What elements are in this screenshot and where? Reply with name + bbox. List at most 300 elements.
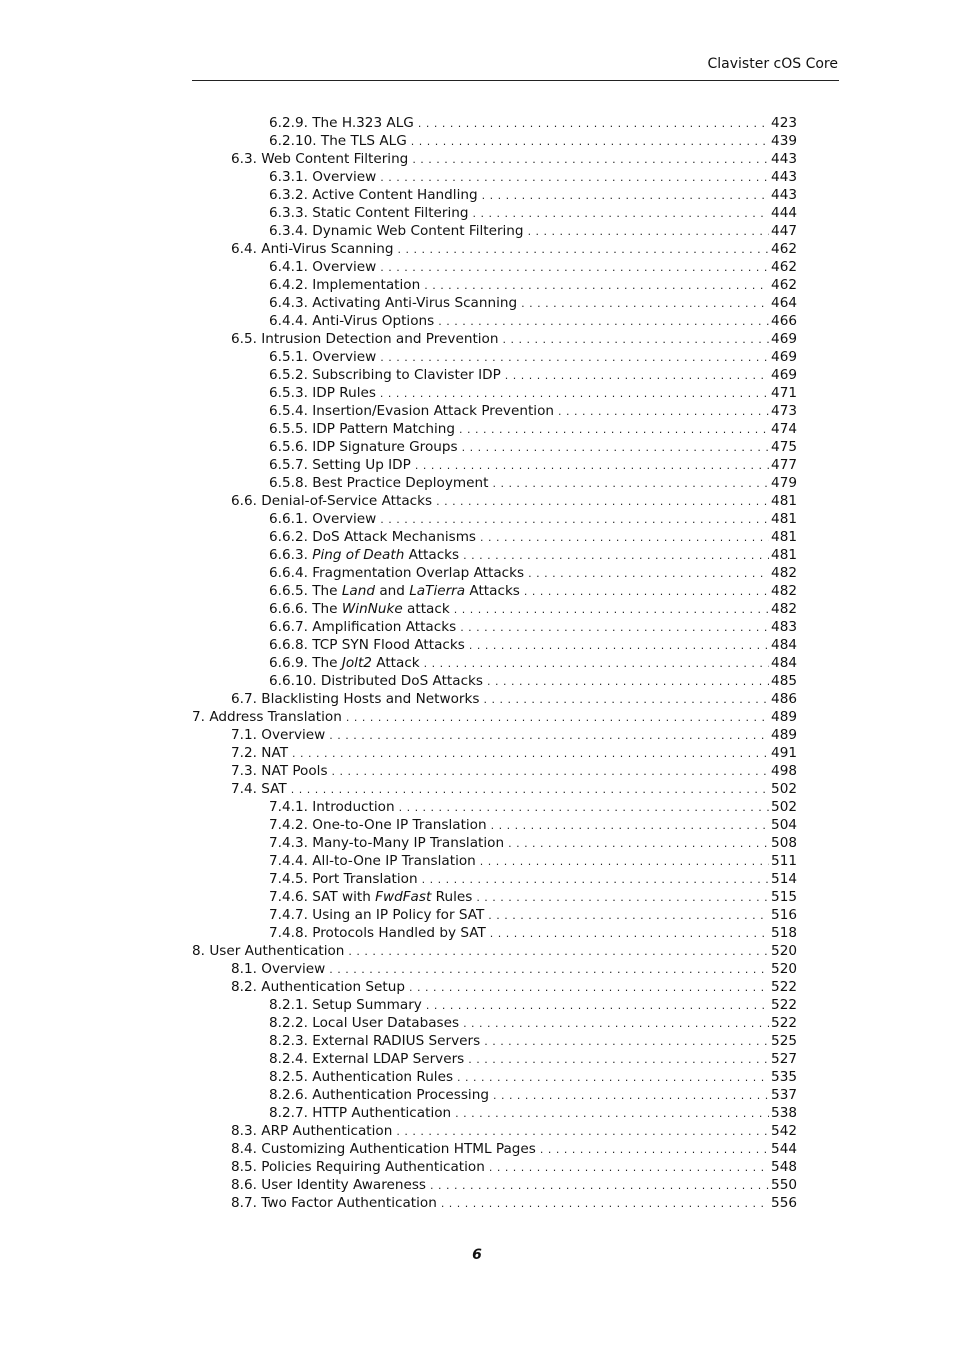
toc-dot-leader: [505, 367, 769, 385]
toc-dot-leader: [480, 529, 769, 547]
toc-dot-leader: [380, 349, 769, 367]
toc-entry-text: Web Content Filtering: [261, 151, 409, 167]
toc-dot-leader: [528, 223, 769, 241]
toc-entry-page: 479: [771, 475, 797, 491]
toc-entry-page: 508: [771, 835, 797, 851]
toc-entry-text: Attack: [371, 655, 420, 671]
table-of-contents: [0, 114, 954, 1212]
toc-entry-text: Static Content Filtering: [312, 205, 469, 221]
toc-entry-page: 471: [771, 385, 797, 401]
toc-entry-title: [269, 1104, 455, 1122]
toc-entry-number: 8.2.6.: [269, 1087, 308, 1103]
toc-entry[interactable]: [0, 510, 954, 528]
toc-dot-leader: [396, 1123, 769, 1141]
toc-dot-leader: [380, 511, 769, 529]
toc-entry-title: [269, 582, 524, 600]
toc-entry-number: 6.6.: [231, 493, 257, 509]
toc-entry[interactable]: [0, 600, 954, 618]
toc-entry-text: Authentication Rules: [312, 1069, 454, 1085]
toc-entry-page: 484: [771, 637, 797, 653]
toc-entry-title: [269, 654, 424, 672]
toc-entry[interactable]: [0, 132, 954, 150]
toc-entry-text: Authentication Setup: [261, 979, 405, 995]
toc-entry-page: 489: [771, 709, 797, 725]
toc-dot-leader: [332, 763, 769, 781]
toc-entry-page: 469: [771, 349, 797, 365]
toc-entry[interactable]: [0, 474, 954, 492]
toc-entry-text: Active Content Handling: [312, 187, 478, 203]
toc-entry-title: [231, 150, 412, 168]
toc-entry-text: User Identity Awareness: [261, 1177, 426, 1193]
toc-entry[interactable]: [0, 978, 954, 996]
toc-entry-text: ARP Authentication: [261, 1123, 393, 1139]
toc-entry-page: 520: [771, 943, 797, 959]
toc-entry-title: [231, 978, 409, 996]
toc-entry-page: 443: [771, 187, 797, 203]
toc-entry-title: [231, 780, 291, 798]
toc-dot-leader: [469, 637, 769, 655]
toc-entry-title: [231, 960, 329, 978]
toc-entry[interactable]: [0, 240, 954, 258]
toc-entry[interactable]: [0, 456, 954, 474]
toc-entry-page: 462: [771, 241, 797, 257]
toc-entry[interactable]: [0, 564, 954, 582]
toc-entry-page: 481: [771, 511, 797, 527]
toc-entry-text: Overview: [261, 727, 326, 743]
toc-dot-leader: [348, 943, 769, 961]
toc-entry-page: 556: [771, 1195, 797, 1211]
toc-entry[interactable]: [0, 150, 954, 168]
toc-dot-leader: [488, 907, 769, 925]
toc-entry[interactable]: [0, 1194, 954, 1212]
toc-entry-title: [231, 744, 292, 762]
running-header-title: Clavister cOS Core: [707, 56, 838, 72]
toc-entry-number: 6.7.: [231, 691, 257, 707]
toc-entry-page: 504: [771, 817, 797, 833]
toc-entry-text: Fragmentation Overlap Attacks: [312, 565, 525, 581]
toc-entry[interactable]: [0, 906, 954, 924]
toc-entry-page: 462: [771, 277, 797, 293]
toc-entry-number: 6.3.2.: [269, 187, 308, 203]
toc-entry-page: 481: [771, 493, 797, 509]
toc-entry[interactable]: [0, 1014, 954, 1032]
toc-entry-title: [231, 762, 332, 780]
toc-entry[interactable]: [0, 258, 954, 276]
toc-entry-page: 483: [771, 619, 797, 635]
toc-dot-leader: [430, 1177, 769, 1195]
toc-entry[interactable]: [0, 276, 954, 294]
toc-entry-text: Protocols Handled by SAT: [312, 925, 486, 941]
toc-dot-leader: [380, 169, 769, 187]
toc-entry-number: 6.4.4.: [269, 313, 308, 329]
toc-entry-text: The: [312, 583, 342, 599]
toc-entry[interactable]: [0, 222, 954, 240]
toc-entry[interactable]: [0, 1140, 954, 1158]
toc-entry-number: 8.4.: [231, 1141, 257, 1157]
toc-entry-number: 6.4.: [231, 241, 257, 257]
toc-entry-number: 6.5.7.: [269, 457, 308, 473]
toc-entry-title: [269, 1068, 457, 1086]
toc-dot-leader: [558, 403, 769, 421]
toc-entry-title: [269, 132, 411, 150]
toc-dot-leader: [329, 961, 769, 979]
toc-dot-leader: [483, 691, 769, 709]
toc-entry-page: 538: [771, 1105, 797, 1121]
toc-entry-text: Activating Anti-Virus Scanning: [312, 295, 518, 311]
toc-entry-text: IDP Signature Groups: [312, 439, 458, 455]
toc-entry-text: Port Translation: [312, 871, 418, 887]
toc-entry-number: 7.3.: [231, 763, 257, 779]
toc-entry-title: [231, 240, 397, 258]
toc-entry-number: 7.4.4.: [269, 853, 308, 869]
toc-dot-leader: [473, 205, 769, 223]
toc-entry[interactable]: [0, 798, 954, 816]
toc-entry-title: [269, 852, 480, 870]
toc-entry-text: Best Practice Deployment: [312, 475, 489, 491]
toc-entry-text: Two Factor Authentication: [261, 1195, 437, 1211]
toc-entry-title: [231, 492, 436, 510]
toc-dot-leader: [291, 781, 769, 799]
toc-entry[interactable]: [0, 816, 954, 834]
toc-dot-leader: [426, 997, 769, 1015]
toc-entry-text: IDP Pattern Matching: [312, 421, 455, 437]
toc-dot-leader: [454, 601, 769, 619]
toc-entry-page: 515: [771, 889, 797, 905]
toc-entry-title: [269, 186, 482, 204]
toc-entry-page: 464: [771, 295, 797, 311]
toc-entry-number: 6.5.8.: [269, 475, 308, 491]
toc-entry-text: Overview: [312, 169, 377, 185]
toc-entry-page: 469: [771, 331, 797, 347]
toc-entry-title: [269, 294, 521, 312]
toc-entry-text: SAT: [261, 781, 287, 797]
toc-entry-title: [192, 708, 346, 726]
toc-entry[interactable]: [0, 1068, 954, 1086]
toc-entry-page: 485: [771, 673, 797, 689]
toc-entry-page: 522: [771, 1015, 797, 1031]
toc-entry-number: 6.5.6.: [269, 439, 308, 455]
toc-entry-page: 502: [771, 781, 797, 797]
toc-dot-leader: [492, 475, 769, 493]
toc-entry-italic-text: Jolt2: [341, 655, 372, 671]
toc-entry-number: 6.6.10.: [269, 673, 317, 689]
toc-dot-leader: [424, 655, 769, 673]
toc-entry-title: [269, 888, 476, 906]
toc-entry-text: Overview: [312, 259, 377, 275]
toc-entry-title: [269, 564, 528, 582]
toc-entry-text: Policies Requiring Authentication: [261, 1159, 485, 1175]
toc-entry-number: 6.6.3.: [269, 547, 308, 563]
toc-entry-text: The: [312, 601, 342, 617]
toc-entry[interactable]: [0, 744, 954, 762]
toc-entry[interactable]: [0, 924, 954, 942]
toc-entry-number: 8.2.3.: [269, 1033, 308, 1049]
toc-entry[interactable]: [0, 762, 954, 780]
toc-entry[interactable]: [0, 312, 954, 330]
toc-entry[interactable]: [0, 636, 954, 654]
toc-entry-number: 6.4.3.: [269, 295, 308, 311]
toc-entry-text: Subscribing to Clavister IDP: [312, 367, 501, 383]
toc-entry[interactable]: [0, 942, 954, 960]
toc-entry[interactable]: [0, 708, 954, 726]
toc-entry-page: 537: [771, 1087, 797, 1103]
toc-dot-leader: [487, 673, 769, 691]
toc-entry[interactable]: [0, 780, 954, 798]
toc-entry[interactable]: [0, 888, 954, 906]
toc-entry-page: 514: [771, 871, 797, 887]
toc-entry-text: Attacks: [404, 547, 460, 563]
toc-entry-text: User Authentication: [209, 943, 345, 959]
toc-entry-page: 527: [771, 1051, 797, 1067]
toc-entry[interactable]: [0, 672, 954, 690]
toc-entry-page: 484: [771, 655, 797, 671]
toc-dot-leader: [399, 799, 769, 817]
toc-entry-number: 8.2.2.: [269, 1015, 308, 1031]
toc-entry-title: [192, 942, 348, 960]
toc-entry-number: 6.4.1.: [269, 259, 308, 275]
toc-entry-title: [269, 1014, 463, 1032]
toc-entry-number: 6.5.5.: [269, 421, 308, 437]
toc-entry-title: [231, 1176, 430, 1194]
toc-entry-number: 6.5.: [231, 331, 257, 347]
toc-entry-number: 8.2.7.: [269, 1105, 308, 1121]
toc-entry-title: [269, 222, 528, 240]
toc-entry-title: [269, 600, 454, 618]
toc-entry[interactable]: [0, 366, 954, 384]
toc-entry-number: 6.6.7.: [269, 619, 308, 635]
toc-entry-number: 7.4.8.: [269, 925, 308, 941]
toc-entry-number: 6.2.9.: [269, 115, 308, 131]
toc-entry-text: DoS Attack Mechanisms: [312, 529, 477, 545]
toc-entry-number: 7.4.1.: [269, 799, 308, 815]
toc-entry[interactable]: [0, 1050, 954, 1068]
toc-dot-leader: [455, 1105, 769, 1123]
toc-dot-leader: [493, 1087, 769, 1105]
toc-entry[interactable]: [0, 852, 954, 870]
toc-entry-text: Authentication Processing: [312, 1087, 489, 1103]
toc-entry-text: Distributed DoS Attacks: [320, 673, 484, 689]
toc-entry-text: Dynamic Web Content Filtering: [312, 223, 524, 239]
toc-dot-leader: [409, 979, 769, 997]
toc-dot-leader: [292, 745, 769, 763]
toc-entry-number: 6.6.8.: [269, 637, 308, 653]
toc-entry-page: 482: [771, 601, 797, 617]
toc-entry-text: External LDAP Servers: [312, 1051, 465, 1067]
toc-entry-text: Setting Up IDP: [312, 457, 411, 473]
toc-entry-title: [269, 168, 380, 186]
toc-dot-leader: [502, 331, 769, 349]
toc-dot-leader: [490, 925, 769, 943]
toc-entry-text: Introduction: [312, 799, 395, 815]
toc-dot-leader: [329, 727, 769, 745]
toc-dot-leader: [459, 421, 769, 439]
toc-entry-page: 525: [771, 1033, 797, 1049]
toc-dot-leader: [480, 853, 769, 871]
toc-entry-text: TCP SYN Flood Attacks: [312, 637, 465, 653]
toc-entry-page: 482: [771, 583, 797, 599]
toc-entry[interactable]: [0, 1176, 954, 1194]
toc-entry-title: [231, 1194, 441, 1212]
toc-entry-title: [269, 348, 380, 366]
toc-entry-title: [269, 1086, 493, 1104]
toc-entry-title: [269, 258, 380, 276]
toc-entry-text: The TLS ALG: [320, 133, 407, 149]
toc-entry[interactable]: [0, 1158, 954, 1176]
toc-entry[interactable]: [0, 294, 954, 312]
toc-entry-number: 8.2.5.: [269, 1069, 308, 1085]
toc-entry-number: 6.3.1.: [269, 169, 308, 185]
toc-entry-page: 447: [771, 223, 797, 239]
toc-entry[interactable]: [0, 492, 954, 510]
toc-entry[interactable]: [0, 996, 954, 1014]
toc-entry[interactable]: [0, 384, 954, 402]
toc-entry[interactable]: [0, 870, 954, 888]
toc-entry[interactable]: [0, 1032, 954, 1050]
toc-entry-page: 548: [771, 1159, 797, 1175]
header-rule: [192, 80, 839, 81]
toc-entry[interactable]: [0, 1104, 954, 1122]
toc-entry-text: Anti-Virus Scanning: [261, 241, 394, 257]
toc-dot-leader: [438, 313, 769, 331]
toc-entry-number: 6.5.2.: [269, 367, 308, 383]
toc-entry-page: 469: [771, 367, 797, 383]
toc-entry-text: Address Translation: [209, 709, 342, 725]
toc-entry[interactable]: [0, 654, 954, 672]
toc-entry[interactable]: [0, 402, 954, 420]
toc-entry[interactable]: [0, 1086, 954, 1104]
toc-entry-title: [231, 1122, 396, 1140]
toc-entry-text: HTTP Authentication: [312, 1105, 452, 1121]
toc-entry-text: Amplification Attacks: [312, 619, 457, 635]
toc-entry[interactable]: [0, 960, 954, 978]
toc-entry-title: [269, 618, 460, 636]
toc-dot-leader: [489, 1159, 769, 1177]
toc-dot-leader: [411, 133, 769, 151]
toc-entry-title: [269, 528, 480, 546]
toc-entry[interactable]: [0, 546, 954, 564]
toc-entry-page: 475: [771, 439, 797, 455]
toc-dot-leader: [418, 115, 769, 133]
toc-dot-leader: [346, 709, 769, 727]
toc-entry-number: 6.6.4.: [269, 565, 308, 581]
toc-entry-title: [231, 1158, 489, 1176]
toc-dot-leader: [462, 439, 769, 457]
toc-entry-text: External RADIUS Servers: [312, 1033, 481, 1049]
toc-entry-text: Overview: [312, 511, 377, 527]
toc-entry-title: [269, 996, 426, 1014]
toc-entry-number: 7.4.2.: [269, 817, 308, 833]
toc-entry-page: 439: [771, 133, 797, 149]
toc-entry-text: NAT Pools: [261, 763, 328, 779]
toc-entry-number: 6.5.3.: [269, 385, 308, 401]
toc-entry[interactable]: [0, 114, 954, 132]
toc-entry-number: 6.2.10.: [269, 133, 317, 149]
toc-dot-leader: [468, 1051, 769, 1069]
toc-entry-number: 7.: [192, 709, 205, 725]
toc-entry-number: 7.1.: [231, 727, 257, 743]
toc-entry[interactable]: [0, 690, 954, 708]
toc-entry-number: 8.1.: [231, 961, 257, 977]
toc-entry[interactable]: [0, 186, 954, 204]
toc-entry-number: 8.2.1.: [269, 997, 308, 1013]
toc-entry[interactable]: [0, 348, 954, 366]
toc-dot-leader: [460, 619, 769, 637]
toc-entry-title: [269, 456, 415, 474]
toc-dot-leader: [380, 385, 769, 403]
toc-entry-title: [269, 420, 459, 438]
toc-entry-title: [269, 924, 490, 942]
toc-entry[interactable]: [0, 330, 954, 348]
toc-entry-number: 8.3.: [231, 1123, 257, 1139]
toc-entry-number: 7.4.7.: [269, 907, 308, 923]
toc-entry-title: [269, 402, 558, 420]
toc-entry[interactable]: [0, 582, 954, 600]
toc-entry-title: [269, 1050, 468, 1068]
toc-entry-text: Attacks: [465, 583, 520, 599]
toc-entry-text: Intrusion Detection and Prevention: [261, 331, 499, 347]
toc-entry-number: 8.5.: [231, 1159, 257, 1175]
toc-entry-text: Overview: [261, 961, 326, 977]
toc-entry-page: 474: [771, 421, 797, 437]
toc-entry-number: 8.6.: [231, 1177, 257, 1193]
toc-entry[interactable]: [0, 726, 954, 744]
toc-dot-leader: [457, 1069, 769, 1087]
toc-entry-text: All-to-One IP Translation: [312, 853, 476, 869]
toc-entry[interactable]: [0, 528, 954, 546]
toc-entry-italic-text: Land: [341, 583, 376, 599]
toc-dot-leader: [436, 493, 769, 511]
toc-entry-number: 6.3.3.: [269, 205, 308, 221]
toc-entry-text: Implementation: [312, 277, 421, 293]
toc-entry-number: 6.3.4.: [269, 223, 308, 239]
toc-dot-leader: [508, 835, 769, 853]
toc-dot-leader: [412, 151, 769, 169]
toc-entry-title: [269, 1032, 484, 1050]
toc-entry-title: [269, 312, 438, 330]
toc-entry[interactable]: [0, 204, 954, 222]
toc-entry[interactable]: [0, 1122, 954, 1140]
toc-entry-title: [269, 870, 422, 888]
toc-entry-title: [269, 366, 505, 384]
toc-entry-text: IDP Rules: [312, 385, 376, 401]
toc-dot-leader: [397, 241, 769, 259]
toc-dot-leader: [524, 583, 769, 601]
toc-entry[interactable]: [0, 438, 954, 456]
toc-entry[interactable]: [0, 618, 954, 636]
toc-entry-title: [269, 798, 399, 816]
toc-entry[interactable]: [0, 834, 954, 852]
toc-entry-number: 8.2.: [231, 979, 257, 995]
toc-entry-number: 6.5.4.: [269, 403, 308, 419]
toc-entry-text: SAT with: [312, 889, 376, 905]
toc-dot-leader: [422, 871, 769, 889]
toc-entry-text: Many-to-Many IP Translation: [312, 835, 505, 851]
toc-entry-page: 473: [771, 403, 797, 419]
toc-entry[interactable]: [0, 420, 954, 438]
toc-entry-title: [269, 204, 473, 222]
toc-entry-number: 8.7.: [231, 1195, 257, 1211]
toc-dot-leader: [540, 1141, 769, 1159]
toc-entry-title: [269, 546, 463, 564]
toc-entry-page: 481: [771, 547, 797, 563]
toc-entry-page: 482: [771, 565, 797, 581]
toc-entry-page: 443: [771, 151, 797, 167]
toc-entry-text: Anti-Virus Options: [312, 313, 435, 329]
toc-entry[interactable]: [0, 168, 954, 186]
toc-entry-text: One-to-One IP Translation: [312, 817, 487, 833]
toc-entry-text: Insertion/Evasion Attack Prevention: [312, 403, 554, 419]
toc-entry-page: 462: [771, 259, 797, 275]
